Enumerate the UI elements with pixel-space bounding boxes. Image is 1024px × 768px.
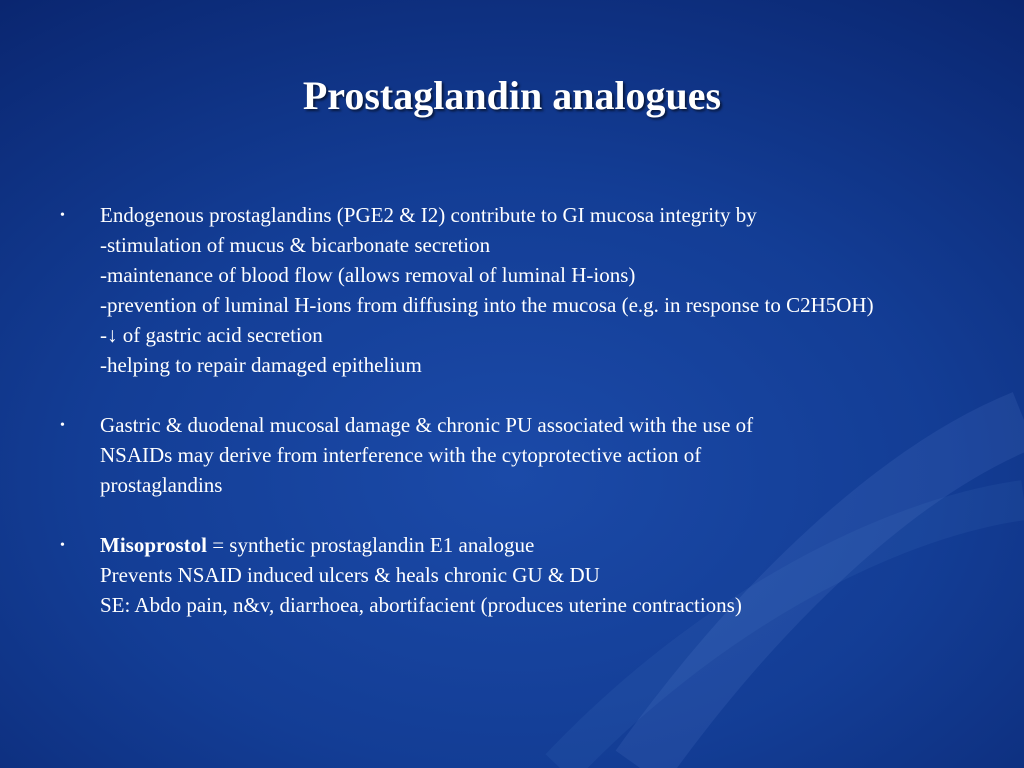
bullet-icon: •: [60, 538, 65, 553]
bullet-line: Gastric & duodenal mucosal damage & chronic PU associated with the use of: [100, 413, 754, 437]
bullet-list: [60, 200, 930, 650]
bullet-line: SE: Abdo pain, n&v, diarrhoea, abortifacient (produces uterine contractions): [100, 593, 742, 617]
bullet-line: -maintenance of blood flow (allows removal of luminal H-ions): [100, 263, 636, 287]
slide-title: Prostaglandin analogues: [302, 73, 722, 118]
bullet-icon: •: [60, 418, 65, 433]
bullet-icon: •: [60, 208, 65, 223]
bullet-line: prostaglandins: [100, 473, 223, 497]
bullet-line: -↓ of gastric acid secretion: [100, 323, 323, 347]
bullet-line: Prevents NSAID induced ulcers & heals chronic GU & DU: [100, 563, 600, 587]
bullet-line: -stimulation of mucus & bicarbonate secretion: [100, 233, 491, 257]
bullet-item-misoprostol: [60, 530, 930, 620]
drug-description: = synthetic prostaglandin E1 analogue: [206, 533, 535, 557]
bullet-line: NSAIDs may derive from interference with the cytoprotective action of: [100, 443, 702, 467]
bullet-line: -helping to repair damaged epithelium: [100, 353, 422, 377]
bullet-lead-line: [100, 530, 930, 560]
bullet-item-prostaglandin-roles: [60, 200, 930, 380]
drug-name: Misoprostol: [100, 533, 207, 557]
bullet-line: -prevention of luminal H-ions from diffusing into the mucosa (e.g. in response to C2H5OH): [100, 293, 874, 317]
bullet-item-nsaid-damage: [60, 410, 930, 500]
bullet-line: Endogenous prostaglandins (PGE2 & I2) contribute to GI mucosa integrity by: [100, 203, 757, 227]
